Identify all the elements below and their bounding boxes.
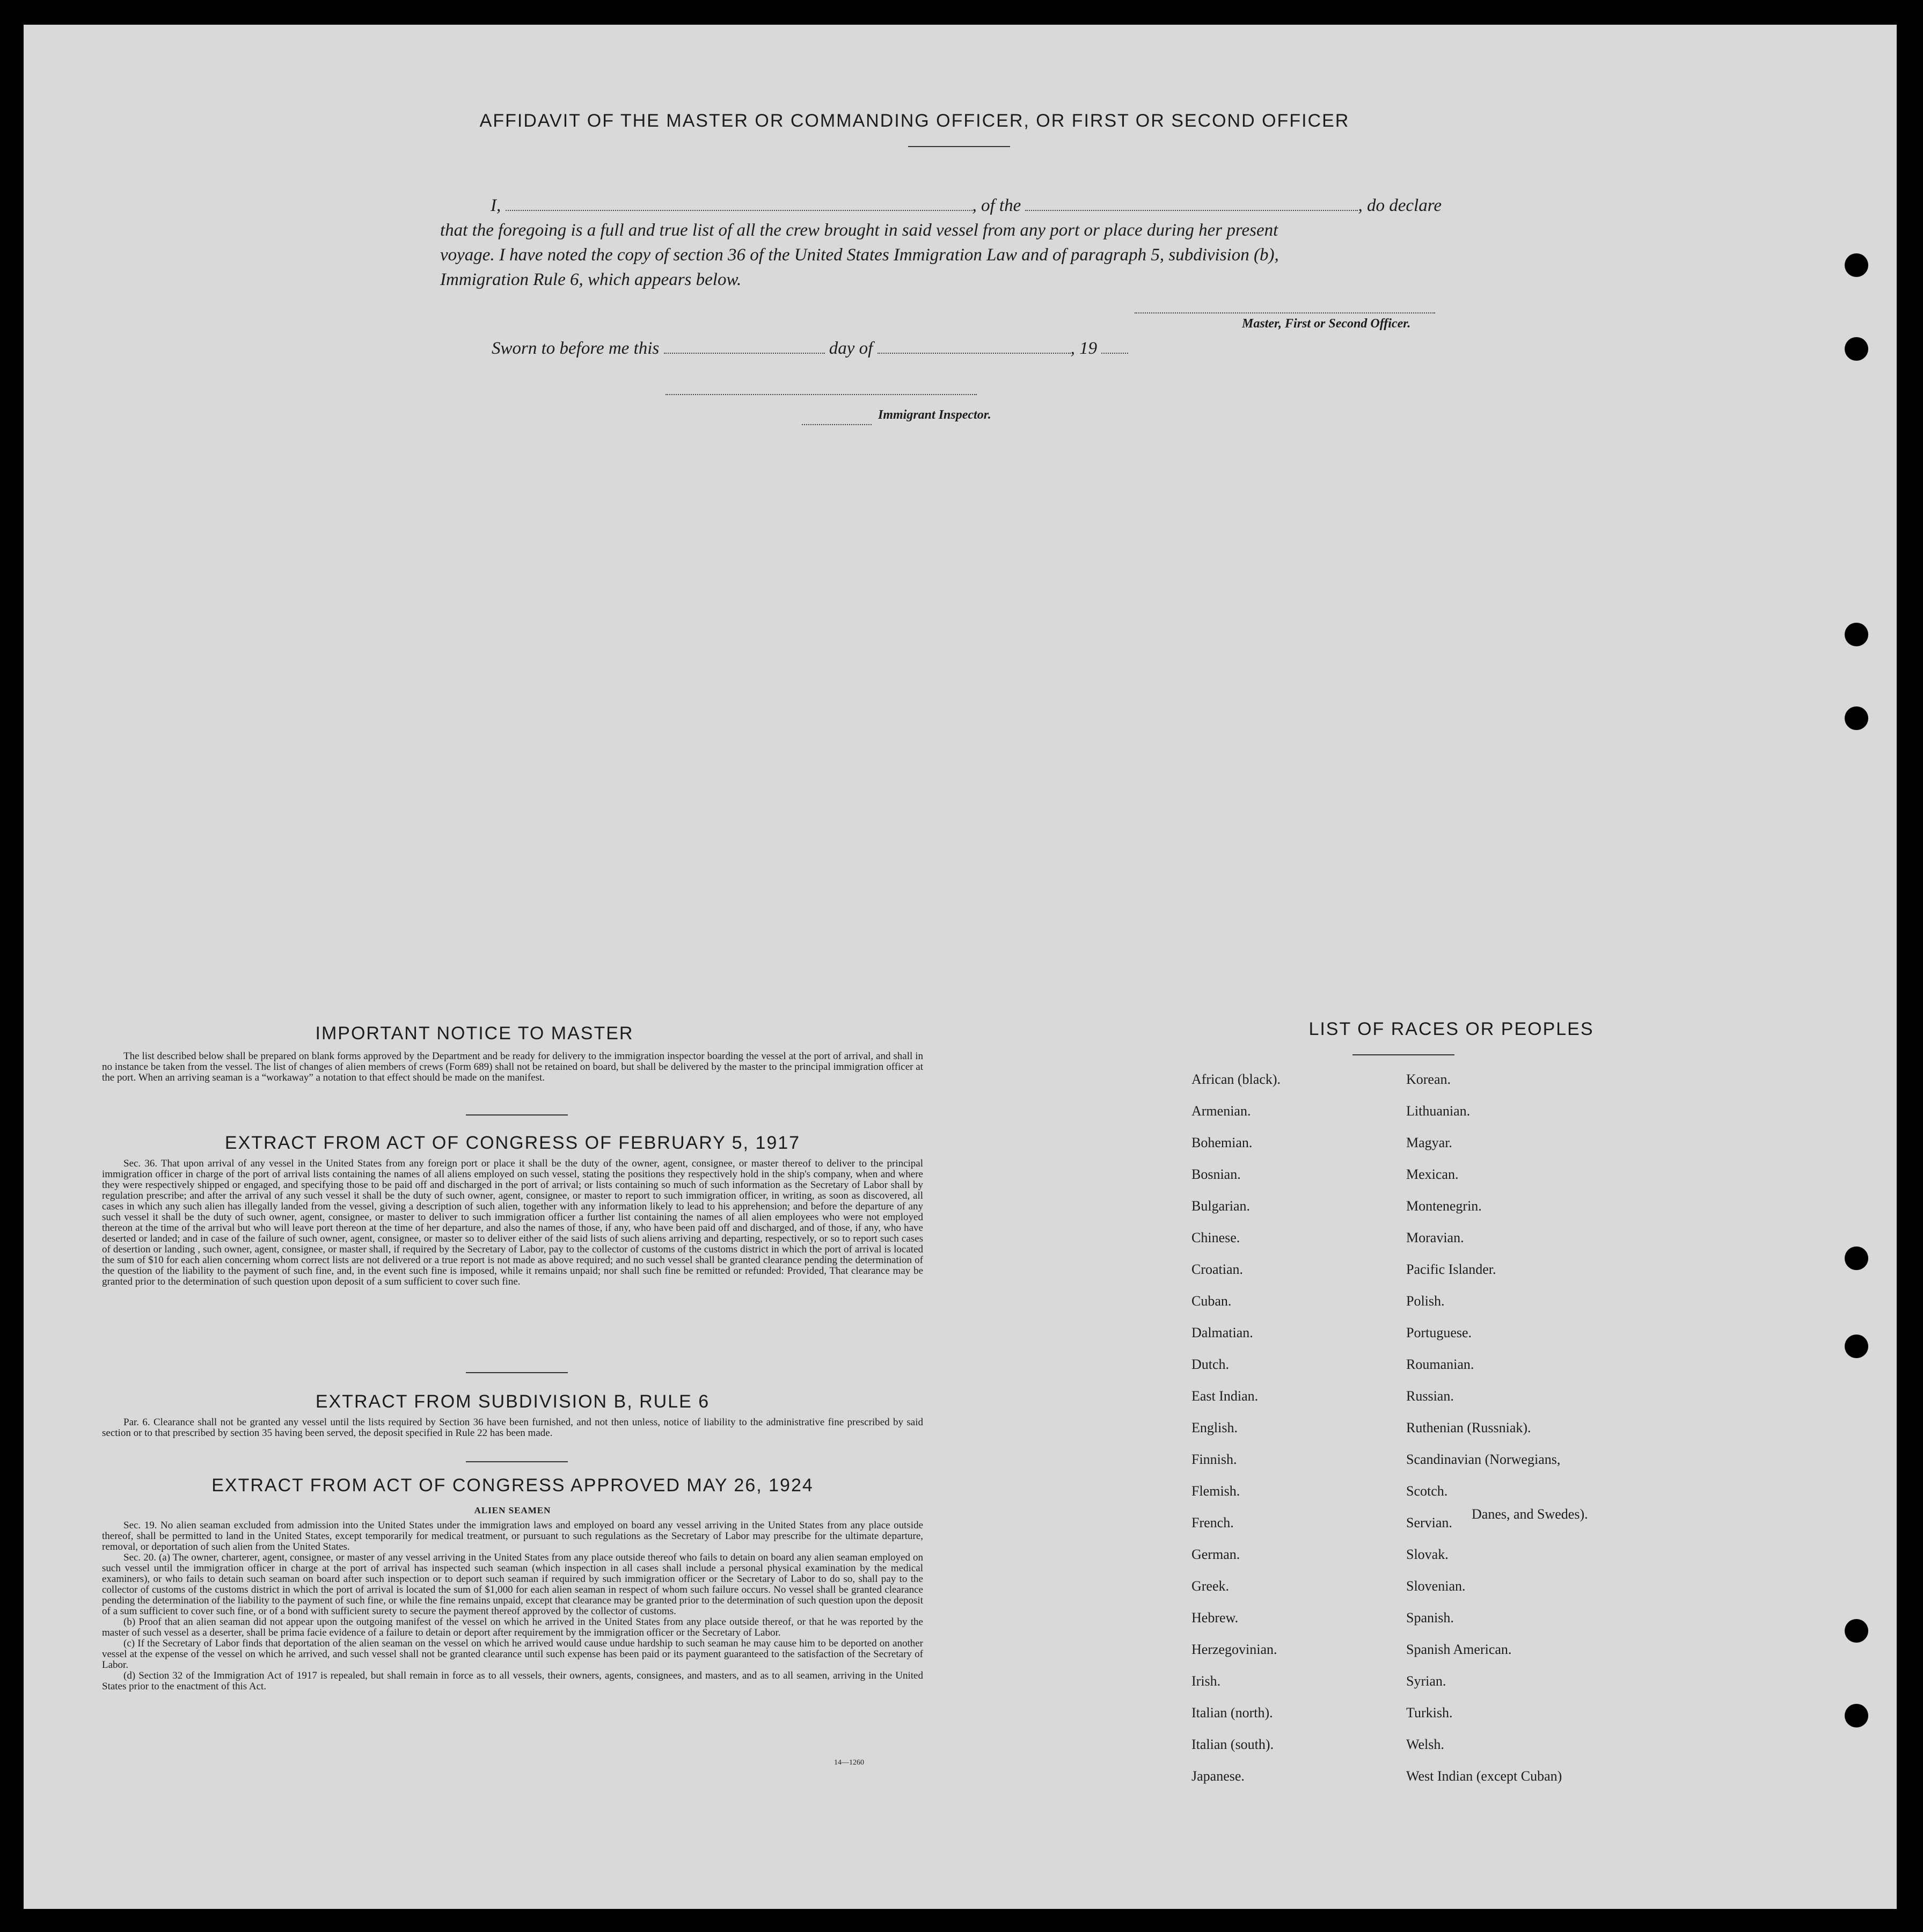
notice-paragraph: The list described below shall be prepared on blank forms approved by the Department and be ready for delivery to the immigration inspector boarding the vessel at the port of arrival, and shall in no instance be taken from the vessel. The list of changes of alien members of crews (Form 689) shall not be retained on board, but shall be delivered by the master to the principal immigration officer at the port. When an arriving seaman is a “workaway” a notation to that effect should be made on the manifest. [102,1051,923,1083]
race-item-continuation: Danes, and Swedes). [1472,1506,1588,1522]
form-sheet [24,25,1897,1909]
par-6-paragraph: Par. 6. Clearance shall not be granted any vessel until the lists required by Section 36 have been furnished, and not then unless, notice of liability to the administrative fine prescribed by said section or to that prescribed by section 35 having been served, the deposit specified in Rule 22 has been made. [102,1417,923,1439]
race-item: Polish. [1406,1293,1445,1309]
races-title: LIST OF RACES OR PEOPLES [1308,1019,1594,1039]
race-item: Italian (south). [1191,1737,1274,1752]
race-item: German. [1191,1547,1240,1562]
race-item: French. [1191,1515,1234,1530]
race-item: Cuban. [1191,1293,1232,1309]
binder-hole [1845,1704,1868,1727]
race-item: African (black). [1191,1071,1281,1087]
binder-hole [1845,706,1868,730]
master-signature-line[interactable] [1135,312,1435,314]
race-item: Welsh. [1406,1737,1444,1752]
race-item: Mexican. [1406,1167,1459,1182]
sworn-prefix: Sworn to before me this [492,339,660,358]
race-item: Dalmatian. [1191,1325,1253,1340]
race-item: Japanese. [1191,1768,1245,1784]
race-item: West Indian (except Cuban) [1406,1768,1562,1784]
binder-hole [1845,623,1868,646]
race-item: Pacific Islander. [1406,1262,1496,1277]
inspector-signature-line[interactable] [666,394,977,395]
sec-20d-paragraph: (d) Section 32 of the Immigration Act of 1917 is repealed, but shall remain in force as to all vessels, their owners, agents, consignees, and masters, and as to all seamen, arriving in the United States prior to the enactment of this Act. [102,1670,923,1692]
vessel-blank[interactable] [1025,194,1358,211]
race-item: Irish. [1191,1673,1221,1689]
races-divider [1352,1054,1454,1055]
race-item: Spanish American. [1406,1642,1512,1657]
extract-rule6-title: EXTRACT FROM SUBDIVISION B, RULE 6 [315,1391,710,1412]
race-item: Bosnian. [1191,1167,1241,1182]
race-item: Moravian. [1406,1230,1464,1245]
race-item: Spanish. [1406,1610,1454,1625]
extract-1917-divider [466,1372,568,1373]
race-item: Russian. [1406,1388,1454,1404]
race-item: Bohemian. [1191,1135,1253,1150]
race-item: Croatian. [1191,1262,1244,1277]
race-item: Servian. [1406,1515,1452,1530]
affidavit-line-3: voyage. I have noted the copy of section 36 of the United States Immigration Law and of paragraph 5, subdivision (b), [440,245,1279,265]
race-item: Ruthenian (Russniak). [1406,1420,1531,1435]
race-item: English. [1191,1420,1238,1435]
extract-1924-title: EXTRACT FROM ACT OF CONGRESS APPROVED MAY 26, 1924 [211,1475,814,1496]
race-item: Greek. [1191,1578,1230,1594]
affidavit-of-the: , of the [972,196,1021,215]
affidavit-title: AFFIDAVIT OF THE MASTER OR COMMANDING OFFICER, OR FIRST OR SECOND OFFICER [479,111,1350,131]
race-item: Herzegovinian. [1191,1642,1277,1657]
affidavit-i: I, [491,196,501,215]
year-blank[interactable] [1101,337,1128,354]
day-blank[interactable] [664,337,825,354]
extract-1924-body [102,1520,923,1692]
race-item: Italian (north). [1191,1705,1273,1720]
sec-20b-paragraph: (b) Proof that an alien seaman did not appear upon the outgoing manifest of the vessel on which he arrived in the United States from any place outside thereof, or that he was reported by the master of such vessel as a deserter, shall be prima facie evidence of a failure to detain or deport after requirement by the immigration officer or the Secretary of Labor. [102,1616,923,1638]
race-item: Chinese. [1191,1230,1240,1245]
binder-hole [1845,1335,1868,1358]
race-item: Turkish. [1406,1705,1453,1720]
extract-1917-body [102,1158,923,1287]
extract-1917-title: EXTRACT FROM ACT OF CONGRESS OF FEBRUARY 5, 1917 [224,1133,801,1153]
title-divider [908,146,1010,147]
extract-rule6-divider [466,1461,568,1462]
race-item: East Indian. [1191,1388,1259,1404]
race-item: Armenian. [1191,1103,1251,1119]
affidavit-declare: , do declare [1358,196,1442,215]
sec-36-paragraph: Sec. 36. That upon arrival of any vessel in the United States from any foreign port or place it shall be the duty of the owner, agent, consignee, or master thereof to deliver to the principal immigration officer in charge of the port of arrival lists containing the names of all aliens employed on such vessel, stating the positions they respectively hold in the ship's company, when and where they were respectively shipped or engaged, and specifying those to be paid off and discharged in the port of arrival; or lists containing so much of such information as the Secretary of Labor shall by regulation prescribe; and after the arrival of any such vessel it shall be the duty of such owner, agent, consignee, or master to report to such immigration officer, in writing, as soon as discovered, all cases in which any such alien has illegally landed from the vessel, giving a description of such alien, together with any information likely to lead to his apprehension; and before the departure of any such vessel it shall be the duty of such owner, agent, consignee, or master to deliver to such immigration officer a further list containing the names of all alien employees who were not employed thereon at the time of the arrival but who will leave port thereon at the time of her departure, and also the names of those, if any, who have been paid off and discharged, and of those, if any, who have deserted or landed; and in case of the failure of such owner, agent, consignee, or master so to deliver either of the said lists of such aliens arriving and departing, respectively, or so to report such cases of desertion or landing , such owner, agent, consignee, or master shall, if required by the Secretary of Labor, pay to the collector of customs of the customs district in which the port of arrival is located the sum of $10 for each alien concerning whom correct lists are not delivered or a true report is not made as above required; and no such vessel shall be granted clearance pending the determination of the question of the liability to the payment of such fine, and, in the event such fine is imposed, while it remains unpaid; nor shall such fine be remitted or refunded: Provided, That clearance may be granted prior to the determination of such question upon deposit of a sum sufficient to cover such fine. [102,1158,923,1287]
form-number: 14—1260 [834,1759,864,1767]
race-item: Slovenian. [1406,1578,1466,1594]
sworn-day-of: day of [829,339,873,358]
inspector-caption: Immigrant Inspector. [878,408,991,422]
month-blank[interactable] [878,337,1071,354]
notice-title: IMPORTANT NOTICE TO MASTER [315,1023,634,1044]
race-item: Syrian. [1406,1673,1446,1689]
affidavit-line-1 [491,193,1510,218]
race-item: Scotch. [1406,1483,1448,1499]
race-item: Slovak. [1406,1547,1449,1562]
inspector-short-line [802,424,872,425]
race-item: Flemish. [1191,1483,1240,1499]
race-item: Korean. [1406,1071,1451,1087]
binder-hole [1845,337,1868,361]
sworn-line [492,336,1128,361]
notice-body [102,1051,923,1083]
race-item: Montenegrin. [1406,1198,1482,1214]
notice-divider [466,1114,568,1116]
race-item: Dutch. [1191,1357,1230,1372]
race-item: Roumanian. [1406,1357,1474,1372]
race-item: Magyar. [1406,1135,1452,1150]
sec-20a-paragraph: Sec. 20. (a) The owner, charterer, agent, consignee, or master of any vessel arriving in the United States from any place outside thereof who fails to detain on board any alien seaman employed on such vessel until the immigration officer in charge at the port of arrival has inspected such seaman (which inspection in all cases shall include a personal physical examination by the medical examiners), or who fails to detain such seaman on board after such inspection or to deport such seaman if required by such immigration officer or the Secretary of Labor to do so, shall pay to the collector of customs of the customs district in which the port of arrival is located the sum of $1,000 for each alien seaman in respect of whom such failure occurs. No vessel shall be granted clearance pending the determination of the liability to the payment of such fine, or while the fine remains unpaid, except that clearance may be granted prior to the determination of such question upon the deposit of a sum sufficient to cover such fine, or of a bond with sufficient surety to secure the payment thereof approved by the collector of customs. [102,1552,923,1617]
affidavit-line-2: that the foregoing is a full and true list of all the crew brought in said vessel from any port or place during her present [440,221,1278,240]
race-item: Bulgarian. [1191,1198,1251,1214]
sec-19-paragraph: Sec. 19. No alien seaman excluded from admission into the United States under the immigration laws and employed on board any vessel arriving in the United States from any place outside thereof, shall be permitted to land in the United States, except temporarily for medical treatment, or pursuant to such regulations as the Secretary of Labor may prescribe for the ultimate departure, removal, or deportation of such alien from the United States. [102,1520,923,1552]
race-item: Scandinavian (Norwegians, [1406,1452,1561,1467]
affidavit-line-4: Immigration Rule 6, which appears below. [440,270,742,289]
sworn-year: , 19 [1070,339,1098,358]
race-item: Hebrew. [1191,1610,1239,1625]
binder-hole [1845,1246,1868,1270]
race-item: Finnish. [1191,1452,1237,1467]
name-blank[interactable] [506,194,973,211]
race-item: Portuguese. [1406,1325,1472,1340]
master-signature-caption: Master, First or Second Officer. [1242,317,1411,331]
race-item: Lithuanian. [1406,1103,1471,1119]
binder-hole [1845,253,1868,277]
binder-hole [1845,1619,1868,1643]
extract-rule6-body [102,1417,923,1439]
sec-20c-paragraph: (c) If the Secretary of Labor finds that deportation of the alien seaman on the vessel on which he arrived would cause undue hardship to such seaman he may cause him to be deported on another vessel at the expense of the vessel on which he arrived, and such vessel shall not be granted clearance until such expense has been paid or its payment guaranteed to the satisfaction of the Secretary of Labor. [102,1638,923,1671]
alien-seamen-subtitle: ALIEN SEAMEN [474,1505,551,1515]
